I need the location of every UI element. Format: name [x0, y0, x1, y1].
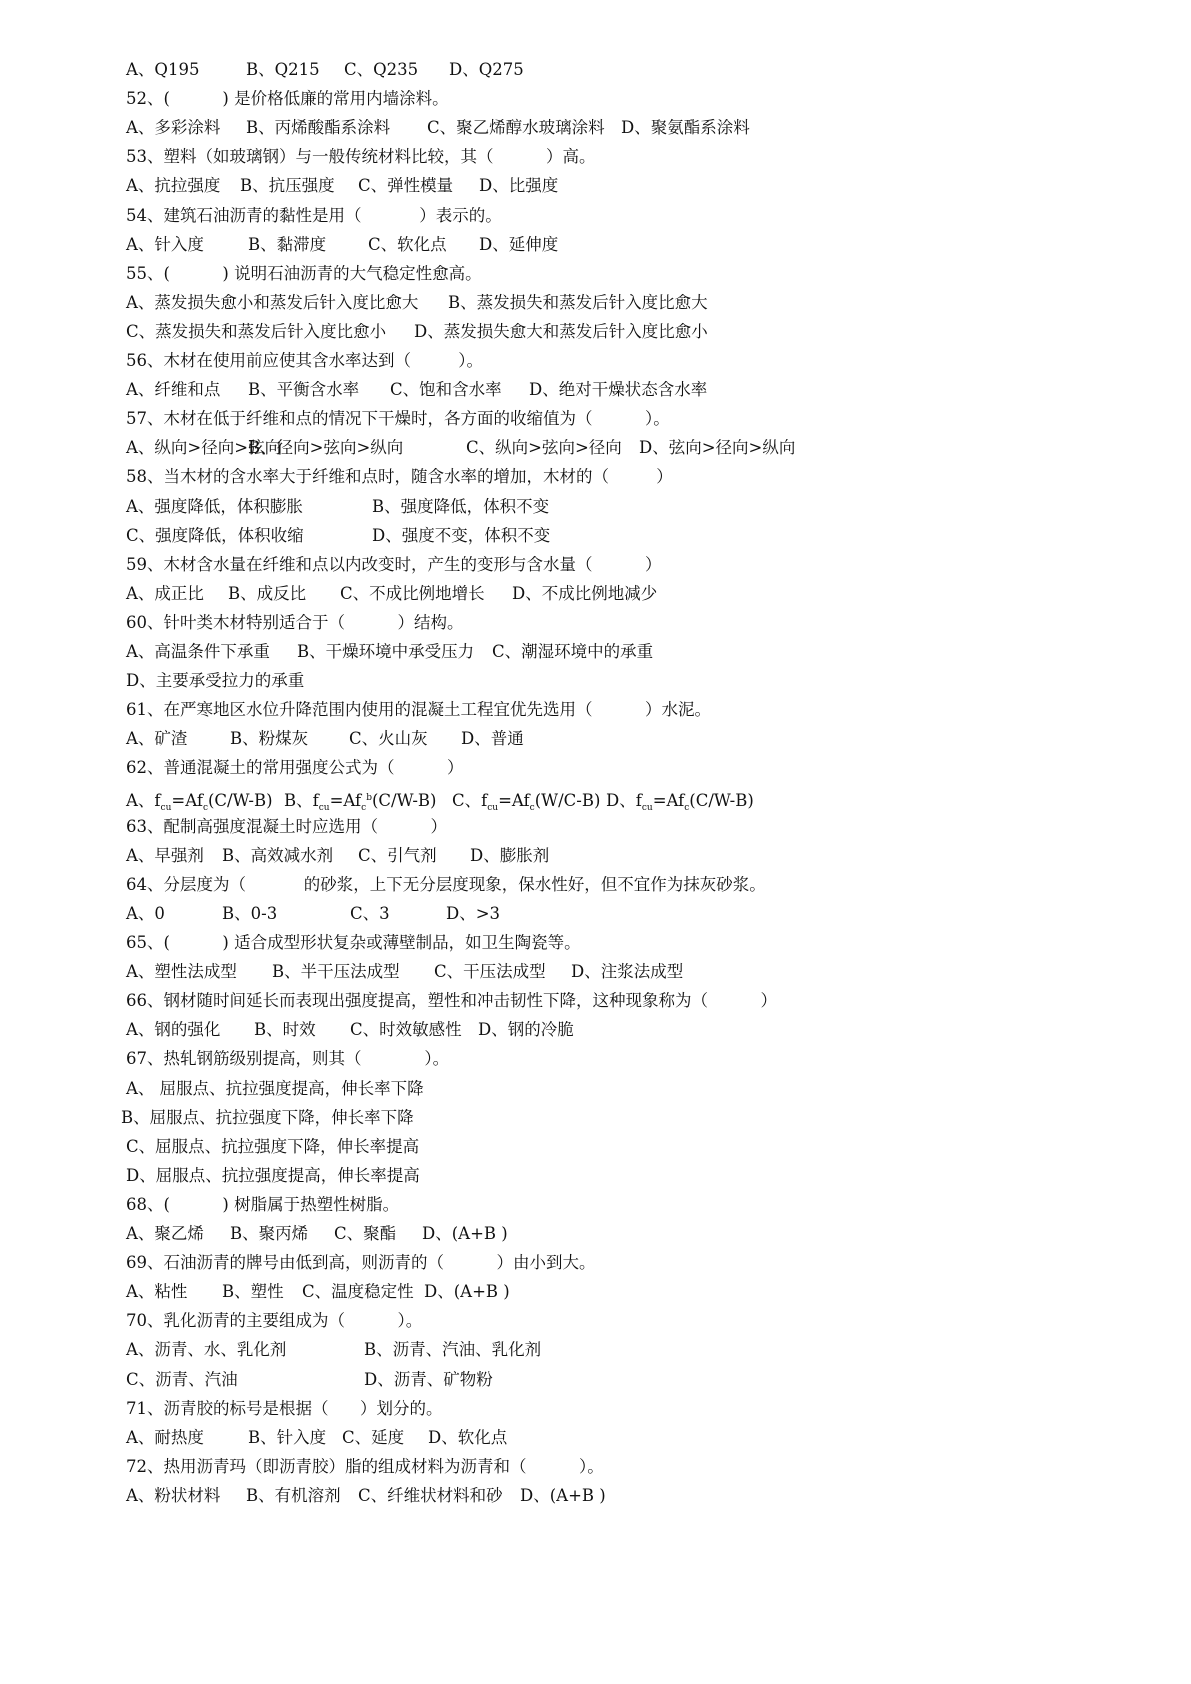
option-choice: B、沥青、汽油、乳化剂 — [364, 1340, 542, 1360]
question-stem: 55、( ) 说明石油沥青的大气稳定性愈高。 — [126, 263, 482, 283]
option-choice: D、屈服点、抗拉强度提高，伸长率提高 — [126, 1165, 420, 1185]
option-choice: B、有机溶剂 — [246, 1485, 341, 1505]
option-choice: D、主要承受拉力的承重 — [126, 671, 305, 691]
option-choice: B、平衡含水率 — [248, 380, 360, 400]
question-stem: 71、沥青胶的标号是根据（ ）划分的。 — [126, 1398, 443, 1418]
formula-part-tail: (C/W-B) — [207, 790, 273, 810]
option-choice: D、沥青、矿物粉 — [364, 1369, 493, 1389]
option-choice: B、干燥环境中承受压力 — [297, 642, 475, 661]
formula-part-lead: D、f — [606, 790, 642, 810]
formula-choice — [606, 788, 754, 818]
formula-part-sub2: c — [202, 802, 208, 813]
option-choice: C、饱和含水率 — [390, 380, 502, 400]
formula-part-mid: =Af — [498, 790, 530, 810]
option-choice: C、不成比例地增长 — [340, 583, 485, 603]
question-stem: 63、配制高强度混凝土时应选用（ ） — [126, 816, 447, 836]
question-stem: 62、普通混凝土的常用强度公式为（ ） — [126, 758, 464, 778]
option-choice: C、软化点 — [368, 234, 447, 254]
option-choice: A、高温条件下承重 — [126, 642, 270, 661]
option-choice: D、(A+B ) — [520, 1485, 606, 1505]
question-stem: 69、石油沥青的牌号由低到高，则沥青的（ ）由小到大。 — [126, 1253, 596, 1273]
option-choice: D、强度不变，体积不变 — [372, 525, 551, 545]
question-stem: 64、分层度为（ 的砂浆，上下无分层度现象，保水性好，但不宜作为抹灰砂浆。 — [126, 874, 766, 894]
option-choice: B、高效减水剂 — [222, 845, 334, 865]
option-choice: B、黏滞度 — [248, 234, 327, 254]
formula-choice — [452, 788, 600, 818]
option-choice: B、径向>弦向>纵向 — [248, 438, 404, 458]
option-choice: D、注浆法成型 — [571, 962, 684, 982]
option-choice: D、聚氨酯系涂料 — [621, 118, 750, 138]
option-choice: D、比强度 — [479, 176, 559, 196]
option-choice: A、粉状材料 — [126, 1485, 221, 1505]
option-choice: D、(A+B ) — [422, 1224, 508, 1243]
formula-part-sub2: c — [529, 802, 535, 813]
option-choice: B、屈服点、抗拉强度下降，伸长率下降 — [121, 1107, 414, 1127]
option-choice: D、弦向>径向>纵向 — [639, 438, 796, 458]
option-choice: A、蒸发损失愈小和蒸发后针入度比愈大 — [126, 292, 419, 312]
option-choice: B、时效 — [254, 1020, 316, 1040]
option-choice: C、潮湿环境中的承重 — [492, 642, 654, 661]
option-choice: D、Q275 — [449, 60, 524, 79]
option-choice: C、延度 — [342, 1427, 405, 1447]
option-choice: A、0 — [126, 903, 165, 923]
question-stem: 72、热用沥青玛（即沥青胶）脂的组成材料为沥青和（ ）。 — [126, 1456, 604, 1476]
option-choice: A、早强剂 — [126, 845, 204, 865]
question-stem: 67、热轧钢筋级别提高，则其（ ）。 — [126, 1049, 450, 1069]
formula-choice — [126, 788, 273, 818]
option-choice: B、半干压法成型 — [272, 962, 400, 982]
option-choice: C、时效敏感性 — [350, 1020, 462, 1040]
option-choice: C、干压法成型 — [434, 962, 546, 982]
option-choice: C、Q235 — [344, 60, 419, 79]
option-choice: D、不成比例地减少 — [512, 583, 658, 603]
formula-part-sup: b — [366, 792, 372, 803]
option-choice: A、钢的强化 — [126, 1020, 221, 1040]
option-choice: B、成反比 — [228, 583, 307, 603]
option-choice: A、纵向>径向>弦向 — [126, 438, 282, 458]
option-choice: C、引气剂 — [358, 845, 437, 865]
option-choice: D、普通 — [461, 729, 524, 749]
formula-part-lead: C、f — [452, 790, 488, 810]
option-choice: C、纤维状材料和砂 — [358, 1485, 503, 1505]
option-choice: D、(A+B ) — [424, 1282, 510, 1302]
formula-part-sub: cu — [318, 802, 330, 813]
option-choice: A、 屈服点、抗拉强度提高，伸长率下降 — [126, 1078, 424, 1098]
option-choice: C、蒸发损失和蒸发后针入度比愈小 — [126, 321, 387, 341]
question-stem: 59、木材含水量在纤维和点以内改变时，产生的变形与含水量（ ） — [126, 554, 662, 574]
option-choice: A、针入度 — [126, 234, 204, 254]
option-choice: A、多彩涂料 — [126, 118, 221, 138]
formula-part-sub2: c — [684, 802, 690, 813]
option-choice: A、耐热度 — [126, 1427, 204, 1447]
formula-part-sub: cu — [641, 802, 653, 813]
option-choice: A、矿渣 — [126, 729, 188, 749]
option-choice: D、蒸发损失愈大和蒸发后针入度比愈小 — [414, 321, 708, 341]
option-choice: C、火山灰 — [349, 729, 428, 749]
formula-part-tail: (C/W-B) — [371, 790, 437, 810]
option-choice: B、针入度 — [248, 1427, 327, 1447]
question-stem: 52、( ) 是价格低廉的常用内墙涂料。 — [126, 89, 449, 109]
question-stem: 56、木材在使用前应使其含水率达到（ ）。 — [126, 351, 483, 370]
option-choice: D、绝对干燥状态含水率 — [529, 380, 708, 400]
option-choice: B、Q215 — [246, 60, 320, 79]
option-choice: A、沥青、水、乳化剂 — [126, 1340, 287, 1360]
formula-part-sub: cu — [160, 802, 172, 813]
option-choice: A、强度降低，体积膨胀 — [126, 496, 303, 516]
question-stem: 57、木材在低于纤维和点的情况下干燥时，各方面的收缩值为（ ）。 — [126, 409, 670, 429]
option-choice: A、Q195 — [126, 60, 200, 79]
option-choice: A、粘性 — [126, 1282, 188, 1302]
formula-part-mid: =Af — [329, 790, 362, 810]
option-choice: A、聚乙烯 — [126, 1224, 204, 1243]
formula-part-lead: A、f — [126, 790, 161, 810]
option-choice: C、强度降低，体积收缩 — [126, 525, 304, 545]
option-choice: D、软化点 — [428, 1427, 508, 1447]
option-choice: C、聚乙烯醇水玻璃涂料 — [427, 118, 605, 138]
formula-part-sub: cu — [487, 802, 499, 813]
option-choice: C、聚酯 — [334, 1224, 397, 1243]
option-choice: B、丙烯酸酯系涂料 — [246, 118, 391, 138]
formula-choice — [284, 788, 436, 818]
option-choice: D、>3 — [446, 903, 501, 923]
question-stem: 58、当木材的含水率大于纤维和点时，随含水率的增加，木材的（ ） — [126, 467, 673, 487]
option-choice: D、膨胀剂 — [470, 845, 550, 865]
option-choice: C、屈服点、抗拉强度下降，伸长率提高 — [126, 1136, 420, 1156]
formula-part-mid: =Af — [171, 790, 203, 810]
option-choice: B、抗压强度 — [240, 176, 335, 196]
question-stem: 54、建筑石油沥青的黏性是用（ ）表示的。 — [126, 205, 502, 225]
formula-part-tail: (C/W-B) — [689, 790, 754, 810]
formula-part-mid: =Af — [652, 790, 685, 810]
option-choice: B、0-3 — [222, 903, 278, 923]
option-choice: D、延伸度 — [479, 234, 559, 254]
formula-part-sub2: c — [361, 802, 367, 813]
question-stem: 70、乳化沥青的主要组成为（ ）。 — [126, 1311, 423, 1331]
question-stem: 66、钢材随时间延长而表现出强度提高，塑性和冲击韧性下降，这种现象称为（ ） — [126, 991, 777, 1011]
option-choice: A、纤维和点 — [126, 380, 221, 400]
option-choice: C、沥青、汽油 — [126, 1369, 238, 1389]
option-choice: B、强度降低，体积不变 — [372, 496, 550, 516]
option-choice: B、塑性 — [222, 1282, 284, 1302]
option-choice: C、弹性模量 — [358, 176, 454, 196]
option-choice: A、塑性法成型 — [126, 962, 237, 982]
question-stem: 60、针叶类木材特别适合于（ ）结构。 — [126, 612, 464, 632]
question-stem: 53、塑料（如玻璃钢）与一般传统材料比较，其（ ）高。 — [126, 147, 596, 167]
option-choice: B、聚丙烯 — [230, 1224, 309, 1243]
formula-part-tail: (W/C-B) — [534, 790, 601, 810]
question-stem: 68、( ) 树脂属于热塑性树脂。 — [126, 1194, 400, 1214]
question-stem: 61、在严寒地区水位升降范围内使用的混凝土工程宜优先选用（ ）水泥。 — [126, 700, 711, 720]
formula-part-lead: B、f — [284, 790, 319, 810]
option-choice: A、成正比 — [126, 583, 204, 603]
question-stem: 65、( ) 适合成型形状复杂或薄壁制品，如卫生陶瓷等。 — [126, 933, 581, 952]
option-choice: C、温度稳定性 — [302, 1282, 414, 1302]
option-choice: C、3 — [350, 903, 390, 923]
option-choice: C、纵向>弦向>径向 — [466, 438, 622, 458]
option-choice: B、蒸发损失和蒸发后针入度比愈大 — [448, 292, 708, 312]
option-choice: A、抗拉强度 — [126, 176, 221, 196]
option-choice: B、粉煤灰 — [230, 729, 309, 749]
option-choice: D、钢的冷脆 — [478, 1020, 574, 1040]
